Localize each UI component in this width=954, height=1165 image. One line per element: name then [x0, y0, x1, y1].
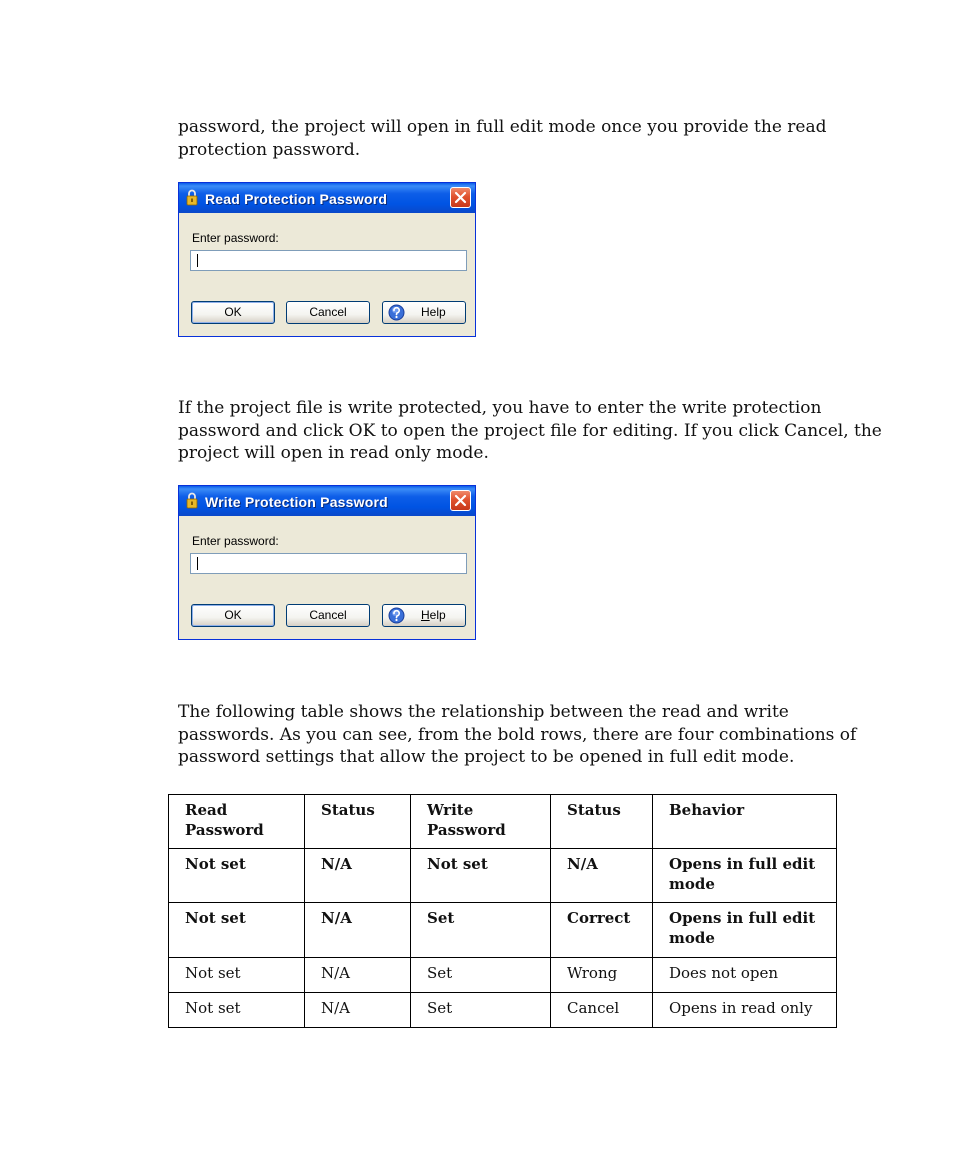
- paragraph-line: password and click OK to open the project file for editing. If you click Cancel, the: [178, 420, 882, 441]
- help-button[interactable]: [382, 604, 466, 627]
- help-button[interactable]: [382, 301, 466, 324]
- paragraph-line: password, the project will open in full edit mode once you provide the read: [178, 117, 827, 137]
- text-caret: [197, 557, 198, 570]
- read-protection-dialog: [178, 182, 476, 337]
- table-row: [169, 849, 837, 903]
- table-header-row: [169, 795, 837, 849]
- paragraph-intro: [178, 116, 838, 161]
- close-button[interactable]: [450, 490, 471, 511]
- cancel-button[interactable]: Cancel: [286, 604, 370, 627]
- password-behavior-table: [168, 794, 837, 1028]
- help-label: [421, 605, 446, 626]
- table-cell: Set: [411, 993, 551, 1028]
- paragraph-line: If the project file is write protected, you have to enter the write protection: [178, 398, 822, 418]
- help-icon: [388, 607, 405, 624]
- table-cell: N/A: [551, 849, 653, 903]
- paragraph-line: password settings that allow the project to be opened in full edit mode.: [178, 747, 795, 767]
- close-button[interactable]: [450, 187, 471, 208]
- dialog-title: Read Protection Password: [205, 191, 388, 207]
- paragraph-table-intro: [178, 701, 857, 769]
- column-header: Read Password: [169, 795, 305, 849]
- paragraph-line: protection password.: [178, 139, 361, 160]
- help-label-rest: elp: [429, 608, 446, 622]
- help-icon: [388, 304, 405, 321]
- paragraph-line: passwords. As you can see, from the bold rows, there are four combinations of: [178, 724, 857, 745]
- ok-button[interactable]: OK: [191, 604, 275, 627]
- lock-icon: [186, 492, 198, 509]
- password-input[interactable]: [190, 250, 467, 271]
- table-cell: N/A: [305, 958, 411, 993]
- table-cell: N/A: [305, 993, 411, 1028]
- column-header: Write Password: [411, 795, 551, 849]
- table-row: [169, 993, 837, 1028]
- table-row: [169, 903, 837, 958]
- help-mnemonic: H: [421, 608, 430, 622]
- table-cell: N/A: [305, 903, 411, 958]
- table-cell: Opens in full edit mode: [653, 849, 837, 903]
- table-cell: Set: [411, 958, 551, 993]
- table-cell: Opens in read only: [653, 993, 837, 1028]
- dialog-titlebar[interactable]: [179, 486, 475, 516]
- password-input[interactable]: [190, 553, 467, 574]
- password-label: Enter password:: [192, 534, 279, 548]
- lock-icon: [186, 189, 198, 206]
- table-cell: Does not open: [653, 958, 837, 993]
- table-cell: Cancel: [551, 993, 653, 1028]
- table-cell: Wrong: [551, 958, 653, 993]
- column-header: Status: [305, 795, 411, 849]
- paragraph-line: project will open in read only mode.: [178, 443, 489, 463]
- dialog-title: Write Protection Password: [205, 494, 388, 510]
- ok-button[interactable]: OK: [191, 301, 275, 324]
- write-protection-dialog: [178, 485, 476, 640]
- column-header: Status: [551, 795, 653, 849]
- table-cell: N/A: [305, 849, 411, 903]
- paragraph-line: The following table shows the relationship between the read and write: [178, 702, 789, 722]
- table-cell: Not set: [411, 849, 551, 903]
- password-label: Enter password:: [192, 231, 279, 245]
- column-header: Behavior: [653, 795, 837, 849]
- dialog-titlebar[interactable]: [179, 183, 475, 213]
- table-cell: Not set: [169, 849, 305, 903]
- cancel-button[interactable]: Cancel: [286, 301, 370, 324]
- table-cell: Correct: [551, 903, 653, 958]
- close-icon: [454, 191, 467, 204]
- table-cell: Opens in full edit mode: [653, 903, 837, 958]
- paragraph-write-protection: [178, 397, 882, 465]
- text-caret: [197, 254, 198, 267]
- table-cell: Set: [411, 903, 551, 958]
- table-cell: Not set: [169, 993, 305, 1028]
- table-cell: Not set: [169, 903, 305, 958]
- table-cell: Not set: [169, 958, 305, 993]
- table-row: [169, 958, 837, 993]
- help-label: Help: [421, 305, 446, 319]
- close-icon: [454, 494, 467, 507]
